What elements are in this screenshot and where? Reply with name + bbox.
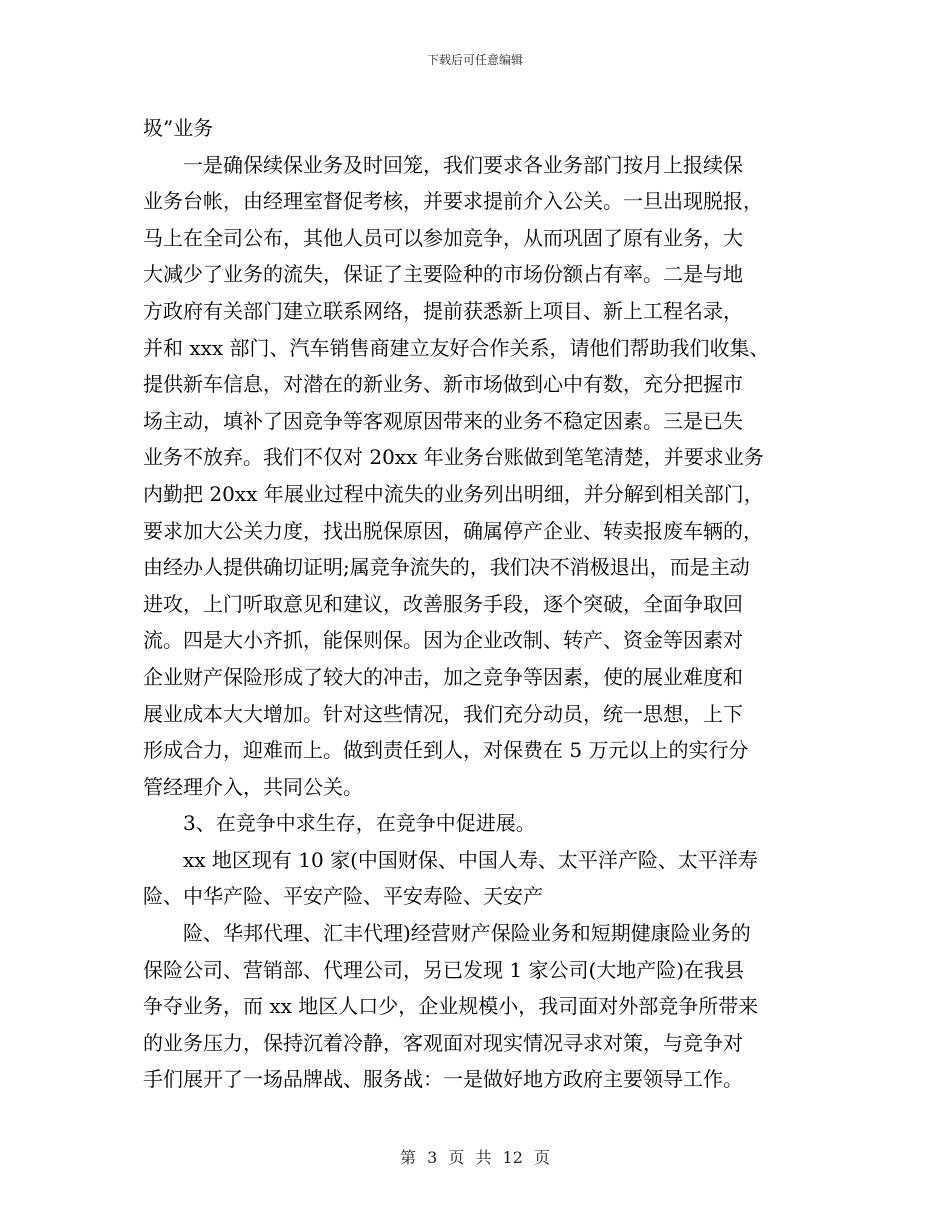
text-line: 企业财产保险形成了较大的冲击，加之竞争等因素，使的展业难度和: [143, 664, 743, 689]
text-line: 方政府有关部门建立联系网络，提前获悉新上项目、新上工程名录，: [143, 298, 743, 323]
text-line: 争夺业务，而 xx 地区人口少，企业规模小，我司面对外部竞争所带来: [143, 994, 759, 1019]
text-line: 圾”业务: [143, 116, 214, 140]
document-body: [143, 110, 808, 1098]
text-line: 提供新车信息，对潜在的新业务、新市场做到心中有数，充分把握市: [143, 372, 743, 397]
text-line: 内勤把 20xx 年展业过程中流失的业务列出明细，并分解到相关部门，: [143, 481, 764, 506]
section-heading: 3、在竞争中求生存，在竞争中促进展。: [183, 811, 536, 836]
text-line: 业务台帐，由经理室督促考核，并要求提前介入公关。一旦出现脱报，: [143, 189, 763, 214]
page-header: 下载后可任意编辑: [426, 53, 523, 67]
text-line: 管经理介入，共同公关。: [143, 774, 363, 799]
text-line: 流。四是大小齐抓，能保则保。因为企业改制、转产、资金等因素对: [143, 628, 743, 653]
page-number: 第 3 页 共 12 页: [400, 1148, 550, 1167]
text-line: 由经办人提供确切证明;属竞争流失的，我们决不消极退出，而是主动: [143, 555, 750, 580]
text-line: 要求加大公关力度，找出脱保原因，确属停产企业、转卖报废车辆的，: [143, 518, 763, 543]
text-line: 业务不放弃。我们不仅对 20xx 年业务台账做到笔笔清楚，并要求业务: [143, 445, 764, 470]
text-line: 并和 xxx 部门、汽车销售商建立友好合作关系，请他们帮助我们收集、: [143, 335, 770, 360]
text-line: 手们展开了一场品牌战、服务战：一是做好地方政府主要领导工作。: [143, 1067, 743, 1092]
text-line: 进攻，上门听取意见和建议，改善服务手段，逐个突破，全面争取回: [143, 591, 743, 616]
text-line: 形成合力，迎难而上。做到责任到人，对保费在 5 万元以上的实行分: [143, 738, 749, 763]
text-line: 一是确保续保业务及时回笼，我们要求各业务部门按月上报续保: [183, 152, 743, 177]
text-line: 保险公司、营销部、代理公司，另已发现 1 家公司(大地产险)在我县: [143, 957, 745, 982]
text-line: 险、中华产险、平安产险、平安寿险、天安产: [143, 884, 543, 909]
text-line: 的业务压力，保持沉着冷静，客观面对现实情况寻求对策，与竞争对: [143, 1030, 743, 1055]
text-line: 大减少了业务的流失，保证了主要险种的市场份额占有率。二是与地: [143, 262, 743, 287]
text-line: 场主动，填补了因竞争等客观原因带来的业务不稳定因素。三是已失: [143, 408, 743, 433]
text-line: xx 地区现有 10 家(中国财保、中国人寿、太平洋产险、太平洋寿: [183, 847, 758, 872]
text-line: 马上在全司公布，其他人员可以参加竞争，从而巩固了原有业务，大: [143, 225, 743, 250]
text-line: 险、华邦代理、汇丰代理)经营财产保险业务和短期健康险业务的: [183, 921, 751, 946]
text-line: 展业成本大大增加。针对这些情况，我们充分动员，统一思想，上下: [143, 701, 743, 726]
